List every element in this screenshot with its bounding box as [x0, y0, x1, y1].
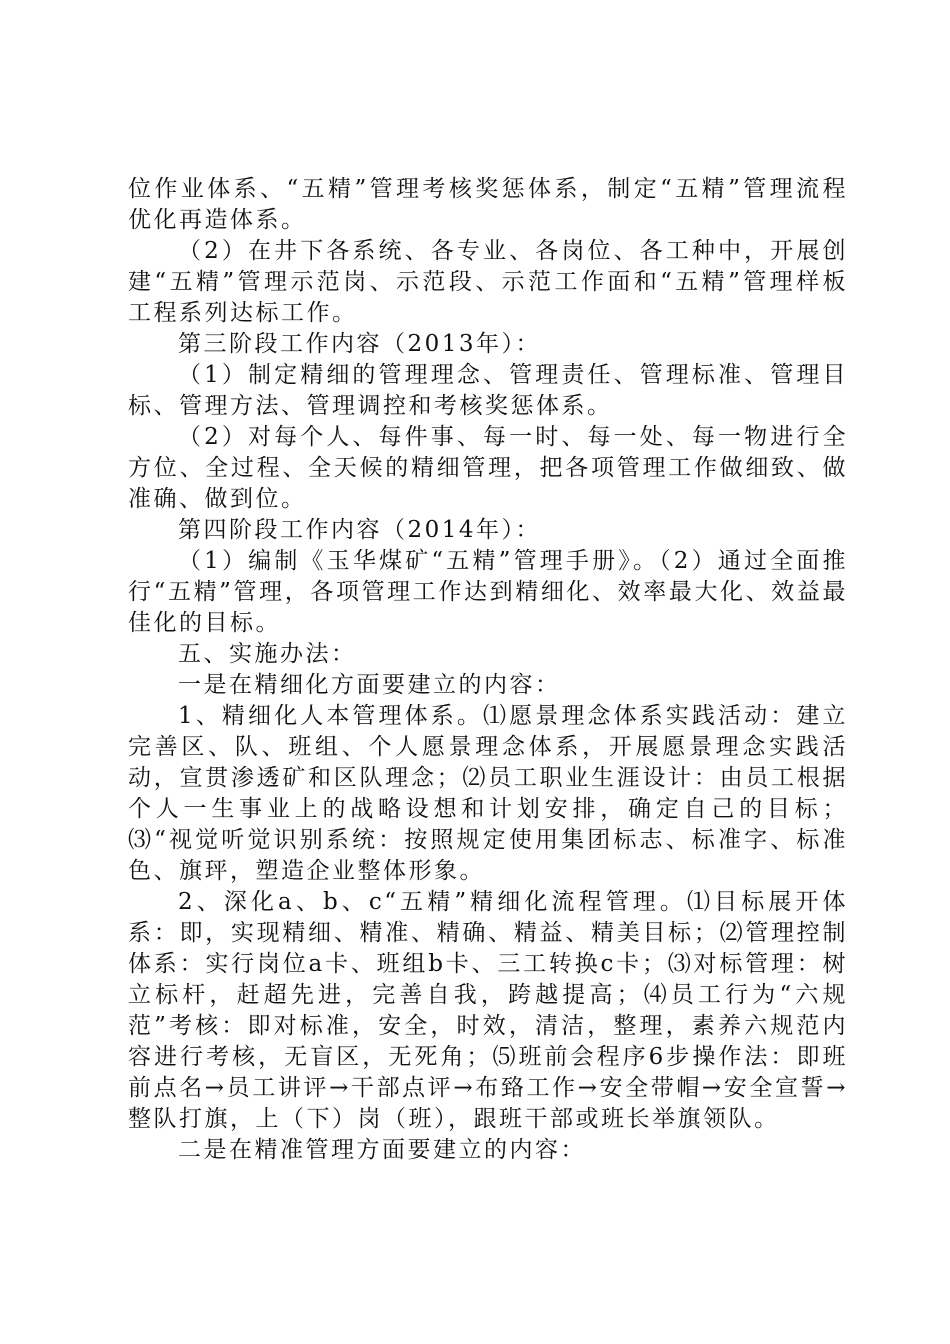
- document-body: [128, 174, 848, 1166]
- section-heading-stage-4: 第四阶段工作内容（2014年）：: [178, 517, 542, 543]
- paragraph-1: 位作业体系、“五精”管理考核奖惩体系，制定“五精”管理流程优化再造体系。: [128, 176, 848, 233]
- paragraph-4: （1）制定精细的管理理念、管理责任、管理标准、管理目标、管理方法、管理调控和考核奖惩体系。: [128, 362, 848, 419]
- paragraph-10: 1、精细化人本管理体系。⑴愿景理念体系实践活动：建立完善区、队、班组、个人愿景理念体系，开展愿景理念实践活动，宣贯渗透矿和区队理念；⑵员工职业生涯设计：由员工根据个人一生事业上的战略设想和计划安排，确定自己的目标；⑶“视觉听觉识别系统：按照规定使用集团标志、标准字、标准色、旗玶，塑造企业整体形象。: [128, 703, 848, 884]
- subheading-refinement: 一是在精细化方面要建立的内容：: [178, 672, 561, 698]
- paragraph-11: 2、深化a、b、c“五精”精细化流程管理。⑴目标展开体系：即，实现精细、精准、精确、精益、精美目标；⑵管理控制体系：实行岗位a卡、班组b卡、三工转换c卡；⑶对标管理：树立标杆，赶超先进，完善自我，跨越提高；⑷员工行为“六规范”考核：即对标准，安全，时效，清洁，整理，素养六规范内容进行考核，无盲区，无死角；⑸班前会程序6步操作法：即班前点名→员工讲评→干部点评→布臵工作→安全带帽→安全宣誓→整队打旗，上（下）岗（班），跟班干部或班长举旗领队。: [128, 889, 848, 1132]
- section-heading-implementation: 五、实施办法：: [178, 641, 357, 667]
- paragraph-7: （1）编制《玉华煤矿“五精”管理手册》。（2）通过全面推行“五精”管理，各项管理工作达到精细化、效率最大化、效益最佳化的目标。: [128, 548, 848, 636]
- paragraph-2: （2）在井下各系统、各专业、各岗位、各工种中，开展创建“五精”管理示范岗、示范段、示范工作面和“五精”管理样板工程系列达标工作。: [128, 238, 848, 326]
- section-heading-stage-3: 第三阶段工作内容（2013年）：: [178, 331, 542, 357]
- paragraph-5: （2）对每个人、每件事、每一时、每一处、每一物进行全方位、全过程、全天候的精细管理，把各项管理工作做细致、做准确、做到位。: [128, 424, 848, 512]
- subheading-precision: 二是在精准管理方面要建立的内容：: [178, 1137, 586, 1163]
